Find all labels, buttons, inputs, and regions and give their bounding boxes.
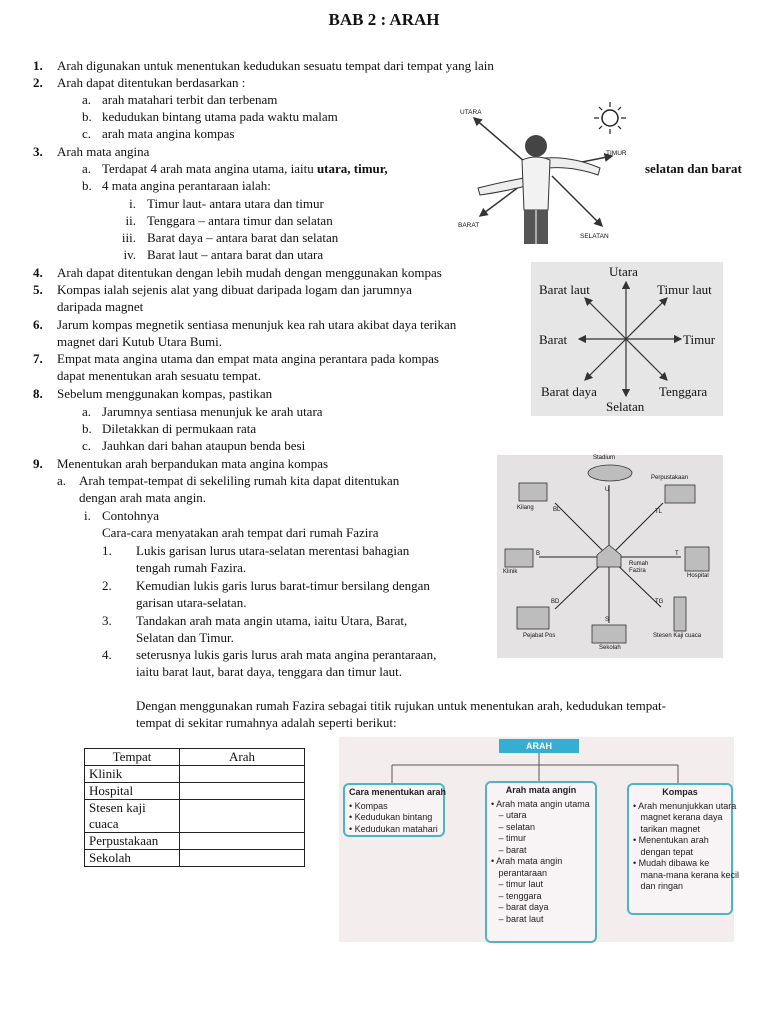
item-text: Arah digunakan untuk menentukan kedudukan sesuatu tempat dari tempat yang lain (57, 58, 494, 73)
table-header: Arah (180, 749, 305, 766)
map-lines (497, 455, 723, 658)
map-label: Sekolah (599, 645, 621, 651)
step-text: Selatan dan Timur. (136, 630, 234, 645)
closing-text: tempat di sekitar rumahnya adalah seperti berikut: (136, 715, 397, 730)
map-direction: T (675, 551, 679, 557)
box-item: • Arah menunjukkan utara (633, 800, 737, 811)
roman-text: Contohnya (102, 508, 160, 523)
table-cell[interactable] (180, 833, 305, 850)
map-direction: U (605, 487, 610, 493)
box-item: – timur (491, 833, 527, 843)
closing-text: Dengan menggunakan rumah Fazira sebagai titik rujukan untuk menentukan arah, kedudukan tempat- (136, 698, 666, 713)
sub-mark: c. (82, 126, 92, 141)
map-direction: TG (655, 599, 664, 605)
box-item: – utara (491, 810, 527, 820)
roman-mark: iv. (123, 247, 136, 262)
box-item: • Kedudukan matahari (349, 823, 438, 834)
sub-mark: b. (82, 421, 92, 436)
step-text: seterusnya lukis garis lurus arah mata angina perantaraan, (136, 647, 437, 662)
compass-label: Utara (609, 264, 638, 279)
step-text: Lukis garisan lurus utara-selatan merentasi bahagian (136, 543, 410, 558)
map-label: Pejabat Pos (523, 633, 556, 639)
roman-text: Barat laut – antara barat dan utara (147, 247, 324, 262)
box-title: Cara menentukan arah (349, 787, 447, 797)
map-label: Klinik (503, 569, 518, 575)
sub-mark: a. (82, 161, 92, 176)
box-item: magnet kerana daya (633, 812, 723, 822)
mind-map-box-mid (485, 781, 597, 943)
compass-label: Timur laut (657, 282, 712, 297)
roman-mark: iii. (121, 230, 136, 245)
compass-label: Barat (539, 332, 568, 347)
item-number: 1. (33, 58, 43, 73)
roman-mark: i. (84, 508, 91, 523)
roman-text: Tenggara – antara timur dan selatan (147, 213, 333, 228)
mind-map-root: ARAH (499, 739, 579, 753)
compass-label: Selatan (606, 399, 645, 414)
table-cell: Sekolah (85, 850, 180, 867)
table-row (85, 850, 305, 867)
map-label: Rumah Fazira (629, 561, 649, 574)
boy-direction-figure (452, 98, 642, 244)
figure-label: SELATAN (580, 233, 609, 240)
step-mark: 4. (102, 647, 112, 662)
step-text: Tandakan arah mata angin utama, iaitu Utara, Barat, (136, 613, 408, 628)
step-mark: 1. (102, 543, 112, 558)
sub-text: arah mata angina kompas (102, 126, 235, 141)
compass-label: Tenggara (659, 384, 708, 399)
item-number: 8. (33, 386, 43, 401)
box-item: – barat daya (491, 902, 549, 912)
sub-text: arah matahari terbit dan terbenam (102, 92, 278, 107)
item-number: 3. (33, 144, 43, 159)
item-text: magnet dari Kutub Utara Bumi. (57, 334, 222, 349)
compass-rose (531, 262, 723, 416)
box-item: – barat (491, 844, 527, 855)
map-direction: TL (655, 509, 663, 515)
step-text: Kemudian lukis garis lurus barat-timur bersilang dengan (136, 578, 430, 593)
sub-text: Jarumnya sentiasa menunjuk ke arah utara (102, 404, 323, 419)
item-number: 4. (33, 265, 43, 280)
compass-label: Timur (683, 332, 716, 347)
item-text: Arah dapat ditentukan dengan lebih mudah dengan menggunakan kompas (57, 265, 442, 280)
item-number: 6. (33, 317, 43, 332)
table-cell: Stesen kaji cuaca (85, 800, 180, 833)
boy-direction-illustration (452, 98, 642, 244)
item-number: 9. (33, 456, 43, 471)
table-cell[interactable] (180, 766, 305, 783)
step-mark: 2. (102, 578, 112, 593)
map-label: Stadium (593, 455, 616, 461)
map-label: Perpustakaan (651, 475, 689, 481)
location-map (497, 455, 723, 658)
table-row (85, 833, 305, 850)
box-item: dan ringan (633, 881, 684, 891)
box-item: perantaraan (491, 867, 548, 878)
box-item: – barat laut (491, 913, 544, 924)
box-item: • Kedudukan bintang (349, 812, 433, 822)
map-label: Hospital (687, 573, 709, 579)
roman-mark: i. (129, 196, 136, 211)
sub-mark: c. (82, 438, 92, 453)
sub-mark: b. (82, 178, 92, 193)
box-item: • Menentukan arah (633, 835, 709, 845)
box-item: – tenggara (491, 890, 542, 901)
step-text: tengah rumah Fazira. (136, 560, 247, 575)
step-mark: 3. (102, 613, 112, 628)
roman-text: Timur laut- antara utara dan timur (147, 196, 324, 211)
box-item: • Arah mata angin (491, 856, 563, 866)
map-label: Kilang (517, 505, 534, 511)
sub-text: dengan arah mata angin. (79, 490, 207, 505)
item-text: daripada magnet (57, 299, 144, 314)
map-label: Stesen Kaji cuaca (653, 633, 702, 639)
table-cell[interactable] (180, 850, 305, 867)
box-item: tarikan magnet (633, 823, 701, 834)
table-cell: Hospital (85, 783, 180, 800)
box-item: – selatan (491, 821, 536, 832)
table-cell: Perpustakaan (85, 833, 180, 850)
figure-label: UTARA (460, 109, 482, 116)
table-row (85, 783, 305, 800)
item-number: 5. (33, 282, 43, 297)
box-item: dengan tepat (633, 846, 694, 857)
box-item: mana-mana kerana kecil (633, 869, 740, 880)
item-number: 7. (33, 351, 43, 366)
sub-text: Arah tempat-tempat di sekeliling rumah kita dapat ditentukan (79, 473, 400, 488)
item-text: Empat mata angina utama dan empat mata angina perantara pada kompas (57, 351, 439, 366)
item-text: Arah dapat ditentukan berdasarkan : (57, 75, 246, 90)
box-item: • Mudah dibawa ke (633, 858, 710, 868)
item-text: dapat menentukan arah sesuatu tempat. (57, 368, 261, 383)
table-header: Tempat (85, 749, 180, 766)
table-cell[interactable] (180, 800, 305, 833)
mind-map-box-right (627, 783, 740, 915)
table-cell: Klinik (85, 766, 180, 783)
intro-text: Cara-cara menyatakan arah tempat dari rumah Fazira (102, 525, 379, 540)
page-title: BAB 2 : ARAH (328, 10, 440, 29)
box-item: • Arah mata angin utama (491, 798, 590, 809)
sub-text: kedudukan bintang utama pada waktu malam (102, 109, 338, 124)
sub-mark: a. (57, 473, 67, 488)
figure-label: TIMUR (606, 150, 627, 157)
location-table (84, 748, 305, 867)
map-direction: S (605, 617, 610, 623)
figure-label: BARAT (458, 222, 480, 229)
sub-mark: b. (82, 109, 92, 124)
sub-mark: a. (82, 404, 92, 419)
sub-text: Jauhkan dari bahan ataupun benda besi (102, 438, 306, 453)
sub-text: Diletakkan di permukaan rata (102, 421, 257, 436)
item-text: Menentukan arah berpandukan mata angina kompas (57, 456, 329, 471)
roman-mark: ii. (125, 213, 136, 228)
box-title: Kompas (662, 787, 698, 797)
step-text: iaitu barat laut, barat daya, tenggara dan timur laut. (136, 664, 403, 679)
map-direction: BL (553, 507, 561, 513)
item-text: Jarum kompas megnetik sentiasa menunjuk kea rah utara akibat daya terikan (57, 317, 457, 332)
item-text: Kompas ialah sejenis alat yang dibuat daripada logam dan jarumnya (57, 282, 412, 297)
compass-label: Barat daya (541, 384, 597, 399)
box-title: Arah mata angin (505, 785, 577, 795)
sub-mark: a. (82, 92, 92, 107)
table-cell[interactable] (180, 783, 305, 800)
map-direction: B (536, 551, 541, 557)
compass-label: Barat laut (539, 282, 590, 297)
table-row (85, 766, 305, 783)
sub-text: 4 mata angina perantaraan ialah: (102, 178, 271, 193)
sub-text-end: selatan dan barat (645, 161, 742, 176)
mind-map (339, 737, 740, 942)
roman-text: Barat daya – antara barat dan selatan (147, 230, 339, 245)
map-direction: BD (551, 599, 560, 605)
mind-map-box-left (343, 783, 445, 837)
step-text: garisan utara-selatan. (136, 595, 247, 610)
item-text: Arah mata angina (57, 144, 150, 159)
table-row (85, 800, 305, 833)
box-item: • Kompas (349, 800, 388, 811)
sub-text: Terdapat 4 arah mata angina utama, iaitu utara, timur, (102, 161, 388, 176)
item-text: Sebelum menggunakan kompas, pastikan (57, 386, 273, 401)
item-number: 2. (33, 75, 43, 90)
box-item: – timur laut (491, 879, 544, 889)
